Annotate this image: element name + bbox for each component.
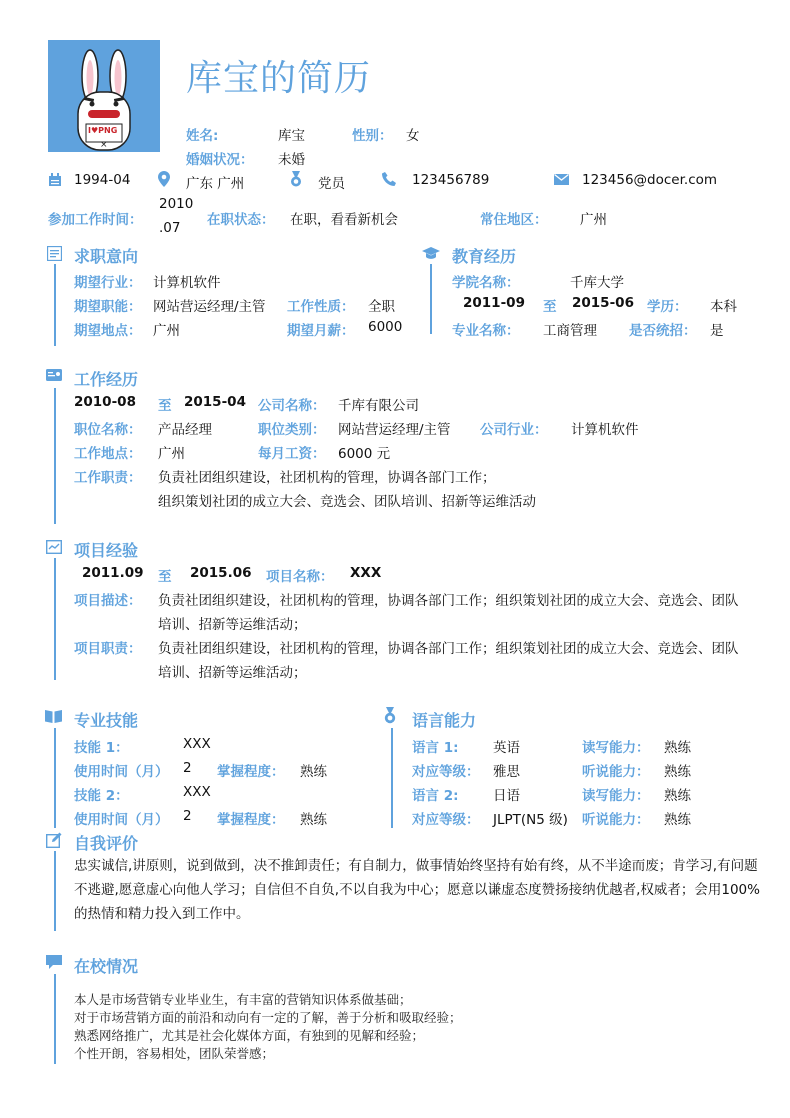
lang1-ls-label: 听说能力：	[582, 764, 650, 780]
skill1-label: 技能 1：	[74, 740, 129, 756]
work-title: 工作经历	[74, 370, 139, 389]
work-duty-line2: 组织策划社团的成立大会、竞选会、团队培训、招新等运维活动	[158, 494, 536, 510]
lang1-label: 语言 1:	[412, 740, 459, 756]
edu-major-label: 专业名称：	[452, 323, 520, 339]
self-eval-text: 忠实诚信,讲原则，说到做到，决不推卸责任；有自制力，做事情始终坚持有始有终，从不半途而废；肯学习,有问题不逃避,愿意虚心向他人学习；自信但不自负,不以自我为中心；愿意以谦虚态度赞扬接纳优越者,权威者；会用100%的热情和精力投入到工作中。	[74, 858, 760, 922]
intent-title: 求职意向	[74, 247, 139, 266]
award-ribbon-icon	[384, 707, 396, 724]
skill1-level-label: 掌握程度：	[217, 764, 285, 780]
location-value: 广东 广州	[186, 176, 245, 192]
id-card-icon	[46, 369, 62, 381]
lang2-value: 日语	[493, 788, 520, 804]
project-desc-line2: 培训、招新等运维活动；	[158, 617, 307, 633]
intent-industry-value: 计算机软件	[153, 275, 221, 291]
skill1-time-label: 使用时间（月）	[74, 764, 169, 780]
location-pin-icon	[158, 171, 170, 187]
edu-start: 2011-09	[463, 295, 525, 311]
medal-icon	[290, 171, 302, 187]
work-place-label: 工作地点：	[74, 446, 142, 462]
intent-salary-label: 期望月薪：	[287, 323, 355, 339]
edu-unified-value: 是	[710, 323, 724, 339]
lang1-value: 英语	[493, 740, 520, 756]
project-desc-label: 项目描述：	[74, 593, 142, 609]
intent-industry-label: 期望行业：	[74, 275, 142, 291]
work-salary-label: 每月工资：	[258, 446, 326, 462]
self-eval-line	[54, 851, 56, 931]
skill2-time-value: 2	[183, 808, 192, 824]
campus-line-3: 熟悉网络推广，尤其是社会化媒体方面，有独到的见解和经验；	[74, 1028, 425, 1043]
work-place-value: 广州	[158, 446, 185, 462]
intent-place-label: 期望地点：	[74, 323, 142, 339]
languages-line	[391, 728, 393, 828]
project-duty-label: 项目职责：	[74, 641, 142, 657]
project-line	[54, 558, 56, 680]
skills-title: 专业技能	[74, 711, 139, 730]
edu-degree-value: 本科	[710, 299, 737, 315]
edu-degree-label: 学历：	[647, 299, 688, 315]
document-icon	[47, 246, 62, 261]
lang2-ls-value: 熟练	[664, 812, 691, 828]
skill1-time-value: 2	[183, 760, 192, 776]
email-value: 123456@docer.com	[582, 172, 718, 188]
intent-place-value: 广州	[153, 323, 180, 339]
work-start-label: 参加工作时间：	[48, 212, 143, 228]
page-title: 库宝的简历	[186, 58, 372, 99]
intent-salary-value: 6000	[368, 319, 403, 335]
edit-pencil-icon	[46, 832, 62, 848]
languages-title: 语言能力	[412, 711, 477, 730]
skill2-value: XXX	[183, 784, 211, 800]
campus-title: 在校情况	[74, 957, 139, 976]
project-name-value: XXX	[350, 565, 382, 581]
work-line	[54, 388, 56, 524]
work-duty-label: 工作职责：	[74, 470, 142, 486]
lang1-grade-label: 对应等级：	[412, 764, 480, 780]
lang2-ls-label: 听说能力：	[582, 812, 650, 828]
photo-badge: I♥PNG	[88, 126, 118, 135]
skill1-value: XXX	[183, 736, 211, 752]
residence-label: 常住地区：	[480, 212, 548, 228]
work-industry-label: 公司行业：	[480, 422, 548, 438]
mail-icon	[554, 174, 569, 185]
lang1-rw-value: 熟练	[664, 740, 691, 756]
work-start-line2: .07	[159, 220, 181, 236]
project-start: 2011.09	[82, 565, 144, 581]
name-value: 库宝	[278, 128, 305, 144]
campus-line-4: 个性开朗，容易相处，团队荣誉感；	[74, 1046, 275, 1061]
gender-label: 性别：	[352, 128, 393, 144]
politics-value: 党员	[318, 176, 345, 192]
skills-line	[54, 728, 56, 828]
open-book-icon	[45, 709, 62, 723]
work-start: 2010-08	[74, 394, 136, 410]
edu-end: 2015-06	[572, 295, 634, 311]
lang1-ls-value: 熟练	[664, 764, 691, 780]
lang2-rw-label: 读写能力：	[582, 788, 650, 804]
graduation-cap-icon	[422, 247, 440, 260]
edu-school-value: 千库大学	[570, 275, 624, 291]
skill2-level-label: 掌握程度：	[217, 812, 285, 828]
work-end: 2015-04	[184, 394, 246, 410]
gender-value: 女	[406, 128, 420, 144]
lang2-grade-value: JLPT(N5 级)	[493, 812, 568, 828]
intent-position-label: 期望职能：	[74, 299, 142, 315]
chart-frame-icon	[46, 540, 62, 554]
job-status-value: 在职，看看新机会	[290, 212, 398, 228]
rabbit-avatar-icon	[48, 40, 160, 152]
intent-position-value: 网站营运经理/主管	[153, 299, 266, 315]
work-duty-line1: 负责社团组织建设，社团机构的管理，协调各部门工作；	[158, 470, 496, 486]
project-duty-line1: 负责社团组织建设，社团机构的管理，协调各部门工作；组织策划社团的成立大会、竞选会、团队	[158, 641, 739, 657]
birth-value: 1994-04	[74, 172, 131, 188]
project-duty-line2: 培训、招新等运维活动；	[158, 665, 307, 681]
work-to: 至	[158, 398, 172, 414]
project-name-label: 项目名称：	[266, 569, 334, 585]
work-position-value: 产品经理	[158, 422, 212, 438]
work-salary-value: 6000 元	[338, 446, 391, 462]
edu-school-label: 学院名称：	[452, 275, 520, 291]
education-title: 教育经历	[452, 247, 517, 266]
skill2-time-label: 使用时间（月）	[74, 812, 169, 828]
edu-major-value: 工商管理	[543, 323, 597, 339]
education-line	[430, 264, 432, 334]
project-desc-line1: 负责社团组织建设，社团机构的管理，协调各部门工作；组织策划社团的成立大会、竞选会、团队	[158, 593, 739, 609]
lang1-grade-value: 雅思	[493, 764, 520, 780]
chat-bubble-icon	[46, 955, 62, 970]
marital-value: 未婚	[278, 152, 305, 168]
work-category-value: 网站营运经理/主管	[338, 422, 451, 438]
work-start-line1: 2010	[159, 196, 194, 212]
intent-type-value: 全职	[368, 299, 395, 315]
skill2-level-value: 熟练	[300, 812, 327, 828]
profile-photo	[48, 40, 160, 152]
campus-line-2: 对于市场营销方面的前沿和动向有一定的了解，善于分析和吸取经验；	[74, 1010, 462, 1025]
phone-value: 123456789	[412, 172, 490, 188]
work-company-label: 公司名称：	[258, 398, 326, 414]
work-industry-value: 计算机软件	[571, 422, 639, 438]
work-category-label: 职位类别：	[258, 422, 326, 438]
calendar-icon	[48, 173, 62, 187]
photo-caption: ×	[100, 140, 108, 150]
project-end: 2015.06	[190, 565, 252, 581]
marital-label: 婚姻状况：	[186, 152, 254, 168]
lang2-rw-value: 熟练	[664, 788, 691, 804]
phone-icon	[382, 172, 396, 186]
skill2-label: 技能 2：	[74, 788, 129, 804]
name-label: 姓名:	[186, 128, 219, 144]
campus-line-1: 本人是市场营销专业毕业生，有丰富的营销知识体系做基础；	[74, 992, 412, 1007]
job-status-label: 在职状态：	[207, 212, 275, 228]
intent-type-label: 工作性质：	[287, 299, 355, 315]
lang1-rw-label: 读写能力：	[582, 740, 650, 756]
intent-line	[54, 264, 56, 346]
project-to: 至	[158, 569, 172, 585]
edu-to: 至	[543, 299, 557, 315]
lang2-label: 语言 2:	[412, 788, 459, 804]
edu-unified-label: 是否统招：	[629, 323, 697, 339]
work-position-label: 职位名称：	[74, 422, 142, 438]
work-company-value: 千库有限公司	[338, 398, 419, 414]
residence-value: 广州	[580, 212, 607, 228]
project-title: 项目经验	[74, 541, 139, 560]
self-eval-title: 自我评价	[74, 834, 139, 853]
lang2-grade-label: 对应等级：	[412, 812, 480, 828]
skill1-level-value: 熟练	[300, 764, 327, 780]
campus-line	[54, 974, 56, 1064]
